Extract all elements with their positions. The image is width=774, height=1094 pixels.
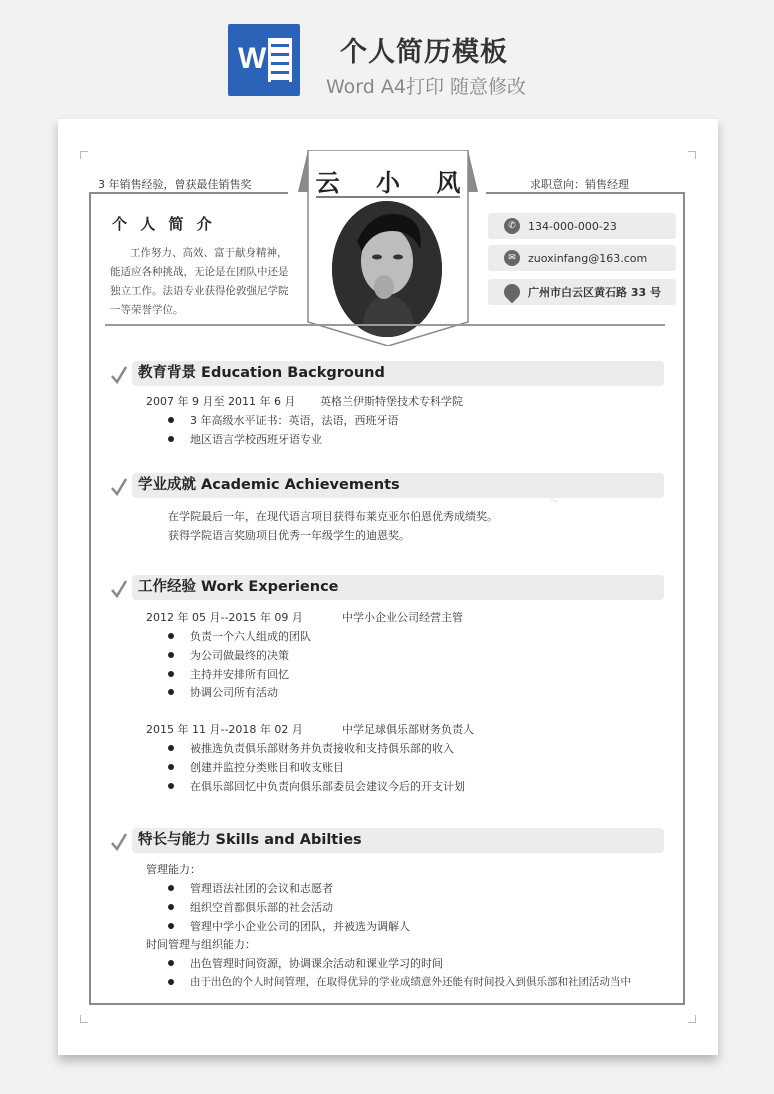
resume-page (58, 119, 718, 1055)
check-icon (110, 832, 128, 852)
list-item: 被推选负责俱乐部财务并负责接收和支持俱乐部的收入 (190, 742, 454, 755)
crop-mark (688, 1015, 696, 1023)
check-icon (110, 579, 128, 599)
check-icon (110, 365, 128, 385)
skill-group-label: 管理能力： (146, 863, 201, 876)
divider (486, 192, 685, 194)
achievement-line: 在学院最后一年，在现代语言项目获得布莱克亚尔伯恩优秀成绩奖。 (168, 510, 498, 523)
section-title-achievements: 学业成就 Academic Achievements (138, 477, 400, 493)
contact-email (488, 245, 676, 271)
candidate-name: 云 小 风 (315, 169, 475, 197)
contact-address (488, 279, 676, 305)
education-period: 2007 年 9 月至 2011 年 6 月 (146, 395, 296, 408)
achievement-line: 获得学院语言奖励项目优秀一年级学生的迪恩奖。 (168, 529, 410, 542)
phone-icon: ✆ (504, 218, 520, 234)
education-school: 英格兰伊斯特堡技术专科学院 (320, 395, 463, 408)
phone-number: 134-000-000-23 (528, 219, 617, 233)
job-objective: 求职意向：销售经理 (530, 178, 629, 191)
list-item: 创建并监控分类账目和收支账目 (190, 761, 344, 774)
job-role: 中学小企业公司经营主管 (342, 611, 463, 624)
page-subtitle: Word A4打印 随意修改 (326, 76, 527, 98)
word-doc-icon: W (228, 24, 300, 96)
address: 广州市白云区黄石路 33 号 (528, 286, 661, 299)
intro-text: 工作努力、高效、富于献身精神，能适应各种挑战，无论是在团队中还是独立工作。法语专业获得伦敦强尼学院一等荣誉学位。 (110, 247, 289, 316)
mail-icon: ✉ (504, 250, 520, 266)
list-item: 协调公司所有活动 (190, 686, 278, 699)
job-period: 2015 年 11 月--2018 年 02 月 (146, 723, 303, 736)
list-item: 管理中学小企业公司的团队，并被选为调解人 (190, 920, 410, 933)
list-item: 主持并安排所有回忆 (190, 668, 289, 681)
experience-tagline: 3 年销售经验，曾获最佳销售奖 (98, 178, 252, 191)
list-item: 在俱乐部回忆中负责向俱乐部委员会建议今后的开支计划 (190, 780, 465, 793)
profile-photo (332, 201, 442, 337)
list-item: 地区语言学校西班牙语专业 (190, 433, 322, 446)
list-item: 出色管理时间资源，协调课余活动和课业学习的时间 (190, 957, 443, 970)
location-pin-icon (501, 281, 524, 304)
list-item: 3 年高级水平证书：英语，法语，西班牙语 (190, 414, 399, 427)
skill-group-label: 时间管理与组织能力： (146, 938, 256, 951)
list-item: 由于出色的个人时间管理，在取得优异的学业成绩意外还能有时间投入到俱乐部和社团活动当中 (190, 976, 631, 988)
crop-mark (688, 151, 696, 159)
list-item: 负责一个六人组成的团队 (190, 630, 311, 643)
check-icon (110, 477, 128, 497)
page-title: 个人简历模板 (340, 37, 508, 68)
job-role: 中学足球俱乐部财务负责人 (342, 723, 474, 736)
divider (89, 192, 288, 194)
list-item: 管理语法社团的会议和志愿者 (190, 882, 333, 895)
section-title-work: 工作经验 Work Experience (138, 579, 339, 595)
section-title-education: 教育背景 Education Background (138, 365, 385, 381)
section-title-skills: 特长与能力 Skills and Abilties (138, 832, 362, 848)
intro-title: 个 人 简 介 (112, 215, 216, 233)
contact-phone (488, 213, 676, 239)
job-period: 2012 年 05 月--2015 年 09 月 (146, 611, 303, 624)
list-item: 组织空首都俱乐部的社会活动 (190, 901, 333, 914)
crop-mark (80, 151, 88, 159)
list-item: 为公司做最终的决策 (190, 649, 289, 662)
crop-mark (80, 1015, 88, 1023)
divider (105, 324, 665, 326)
email-address: zuoxinfang@163.com (528, 251, 648, 265)
